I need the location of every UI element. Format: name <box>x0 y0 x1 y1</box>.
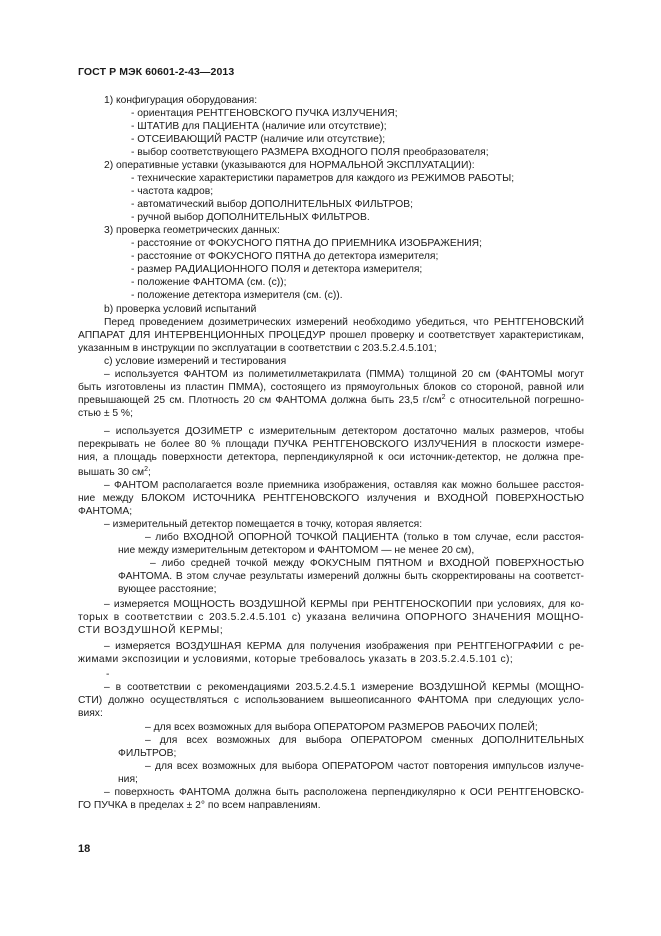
paragraph-line: – поверхность ФАНТОМА должна быть расположена перпендикулярно к ОСИ РЕНТГЕНОВСКО- <box>104 787 584 798</box>
list-item: - ориентация РЕНТГЕНОВСКОГО ПУЧКА ИЗЛУЧЕНИЯ; <box>131 108 398 119</box>
list-item: - ручной выбор ДОПОЛНИТЕЛЬНЫХ ФИЛЬТРОВ. <box>131 212 370 223</box>
paragraph-line: – ФАНТОМ располагается возле приемника изображения, оставляя как можно большее расстоя- <box>104 480 584 491</box>
paragraph-line: СТИ ВОЗДУШНОЙ КЕРМЫ; <box>78 625 224 636</box>
list-item: - ШТАТИВ для ПАЦИЕНТА (наличие или отсутствие); <box>131 121 387 132</box>
list-item: - технические характеристики параметров для каждого из РЕЖИМОВ РАБОТЫ; <box>131 173 515 184</box>
list-item: b) проверка условий испытаний <box>104 304 257 315</box>
paragraph-line: превышающей 25 см. Плотность 20 см ФАНТОМА должна быть 23,5 $г/см^2$ с относительной погрешно- <box>78 394 584 406</box>
paragraph-line: – в соответствии с рекомендациями 203.5.2.4.5.1 измерение ВОЗДУШНОЙ КЕРМЫ (МОЩНО- <box>104 682 584 693</box>
paragraph-line: быть изготовлены из пластин ПММА), состоящего из прямоугольных блоков со стороной, равной или <box>78 382 584 393</box>
list-item: - положение ФАНТОМА (см. (c)); <box>131 277 287 288</box>
paragraph-line: – используется ДОЗИМЕТР с измерительным детектором достаточно малых размеров, чтобы <box>104 426 584 437</box>
paragraph-line: ния, а площадь поверхности детектора, перпендикулярной к оси источник-детектор, не должна пре- <box>78 452 584 463</box>
paragraph-line: – либо ВХОДНОЙ ОПОРНОЙ ТОЧКОЙ ПАЦИЕНТА (только в том случае, если расстоя- <box>145 532 584 543</box>
paragraph-line: торых в соответствии с 203.5.2.4.5.101 c) указана величина ОПОРНОГО ЗНАЧЕНИЯ МОЩНО- <box>78 612 584 623</box>
list-item: - автоматический выбор ДОПОЛНИТЕЛЬНЫХ ФИЛЬТРОВ; <box>131 199 414 210</box>
paragraph-line: АППАРАТ ДЛЯ ИНТЕРВЕНЦИОННЫХ ПРОЦЕДУР прошел проверку и соответствует характеристикам, <box>78 330 584 341</box>
paragraph-line: ФАНТОМА; <box>78 506 133 517</box>
list-item: - положение детектора измерителя (см. (c)). <box>131 290 343 301</box>
paragraph-line: – измеряется ВОЗДУШНАЯ КЕРМА для получения изображения при РЕНТГЕНОГРАФИИ с ре- <box>104 641 584 652</box>
list-item: - расстояние от ФОКУСНОГО ПЯТНА до детектора измерителя; <box>131 251 439 262</box>
list-item: 3) проверка геометрических данных: <box>104 225 280 236</box>
paragraph-line: ние между БЛОКОМ ИСТОЧНИКА РЕНТГЕНОВСКОГО излучения и ВХОДНОЙ ПОВЕРХНОСТЬЮ <box>78 493 584 504</box>
paragraph-line: ния; <box>118 774 138 785</box>
list-item: - ОТСЕИВАЮЩИЙ РАСТР (наличие или отсутствие); <box>131 134 386 145</box>
list-item: - расстояние от ФОКУСНОГО ПЯТНА ДО ПРИЕМНИКА ИЗОБРАЖЕНИЯ; <box>131 238 482 249</box>
paragraph-line: – используется ФАНТОМ из полиметилметакрилата (ПММА) толщиной 20 см (ФАНТОМЫ могут <box>104 369 584 380</box>
paragraph-line: ГО ПУЧКА в пределах ± 2° по всем направлениям. <box>78 800 321 811</box>
paragraph-line: СТИ) должно осуществляться с использованием вышеописанного ФАНТОМА при следующих усло- <box>78 695 584 706</box>
paragraph-line: вышать 30 $см^2$; <box>78 466 151 478</box>
paragraph-line: вующее расстояние; <box>118 584 217 595</box>
paragraph-line: – для всех возможных для выбора ОПЕРАТОРОМ сменных ДОПОЛНИТЕЛЬНЫХ <box>145 735 584 746</box>
list-item: 1) конфигурация оборудования: <box>104 95 258 106</box>
list-item: - частота кадров; <box>131 186 214 197</box>
paragraph-line: – для всех возможных для выбора ОПЕРАТОРОМ РАЗМЕРОВ РАБОЧИХ ПОЛЕЙ; <box>145 722 538 733</box>
list-item: - размер РАДИАЦИОННОГО ПОЛЯ и детектора измерителя; <box>131 264 423 275</box>
paragraph-line: ФАНТОМА. В этом случае результаты измерений должны быть скорректированы на соответст- <box>118 571 584 582</box>
list-item: - выбор соответствующего РАЗМЕРА ВХОДНОГО ПОЛЯ преобразователя; <box>131 147 489 158</box>
paragraph-line: стью ± 5 %; <box>78 408 133 419</box>
list-item: 2) оперативные уставки (указываются для НОРМАЛЬНОЙ ЭКСПЛУАТАЦИИ): <box>104 160 475 171</box>
paragraph-line: – либо средней точкой между ФОКУСНЫМ ПЯТНОМ и ВХОДНОЙ ПОВЕРХНОСТЬЮ <box>150 558 584 569</box>
paragraph-line: – измерительный детектор помещается в точку, которая является: <box>104 519 423 530</box>
paragraph-line: жимами экспозиции и условиями, которые требовалось указать в 203.5.2.4.5.101 c); <box>78 654 514 665</box>
list-item: c) условие измерений и тестирования <box>104 356 287 367</box>
paragraph-line: – измеряется МОЩНОСТЬ ВОЗДУШНОЙ КЕРМЫ при РЕНТГЕНОСКОПИИ при условиях, для ко- <box>104 599 584 610</box>
paragraph-line: ние между измерительным детектором и ФАНТОМОМ — не менее 20 см), <box>118 545 475 556</box>
paragraph-line: перекрывать не более 80 % площади ПУЧКА РЕНТГЕНОВСКОГО ИЗЛУЧЕНИЯ в плоскости измере- <box>78 439 584 450</box>
paragraph-line: - <box>106 669 110 680</box>
paragraph-line: виях: <box>78 708 103 719</box>
paragraph-line: указанным в инструкции по эксплуатации в соответствии с 203.5.2.4.5.101; <box>78 343 437 354</box>
document-header: ГОСТ Р МЭК 60601-2-43—2013 <box>78 66 235 78</box>
paragraph-line: ФИЛЬТРОВ; <box>118 748 177 759</box>
page-number: 18 <box>78 843 91 855</box>
paragraph-line: Перед проведением дозиметрических измерений необходимо убедиться, что РЕНТГЕНОВСКИЙ <box>104 317 584 328</box>
paragraph-line: – для всех возможных для выбора ОПЕРАТОРОМ частот повторения импульсов излуче- <box>145 761 584 772</box>
